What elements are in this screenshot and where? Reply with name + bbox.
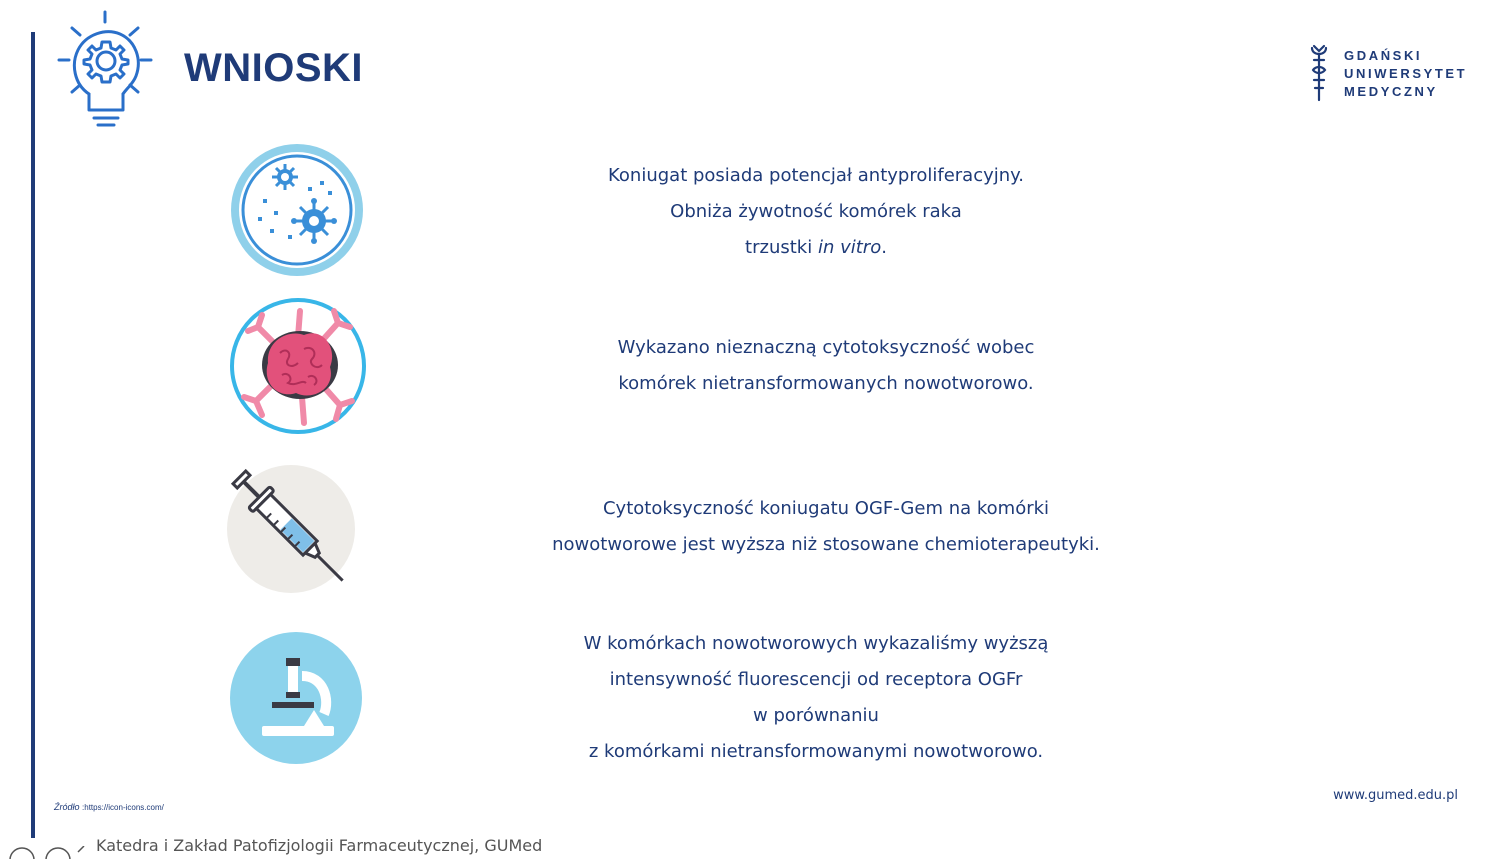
conclusion-4-line-4: z komórkami nietransformowanymi nowotworowo. bbox=[588, 741, 1044, 762]
lightbulb-gear-icon bbox=[56, 8, 160, 130]
microscope-icon bbox=[228, 630, 364, 766]
logo-line-1: GDAŃSKI bbox=[1344, 48, 1423, 63]
logo-line-3: MEDYCZNY bbox=[1344, 84, 1438, 99]
conclusion-1 bbox=[466, 158, 1166, 266]
conclusion-2-line-2: komórek nietransformowanych nowotworowo. bbox=[618, 373, 1034, 394]
conclusion-2-line-1: Wykazano nieznaczną cytotoksyczność wobec bbox=[617, 337, 1035, 358]
cc-license-icon bbox=[0, 846, 90, 859]
conclusion-1-line-3 bbox=[466, 230, 1166, 266]
page-title: WNIOSKI bbox=[184, 46, 364, 90]
cancer-cell-icon bbox=[228, 297, 368, 435]
department-footer: Katedra i Zakład Patofizjologii Farmaceutycznej, GUMed bbox=[96, 836, 543, 855]
source-note bbox=[54, 802, 164, 812]
conclusion-4-line-2: intensywność fluorescencji od receptora OGFr bbox=[609, 669, 1023, 690]
conclusion-1-line-3-prefix: trzustki bbox=[745, 237, 818, 258]
source-label: Źródło bbox=[54, 802, 80, 812]
caduceus-icon bbox=[1308, 44, 1330, 102]
conclusion-4-line-3: w porównaniu bbox=[753, 705, 879, 726]
conclusion-1-line-1: Koniugat posiada potencjał antyproliferacyjny. bbox=[608, 165, 1024, 186]
website-link[interactable]: www.gumed.edu.pl bbox=[1333, 788, 1458, 803]
syringe-icon bbox=[226, 464, 356, 594]
conclusion-3 bbox=[476, 491, 1176, 563]
conclusion-2 bbox=[476, 330, 1176, 402]
left-accent-bar bbox=[31, 32, 35, 838]
conclusion-4 bbox=[466, 626, 1166, 770]
conclusion-1-line-3-italic: in vitro bbox=[817, 237, 882, 258]
logo-line-2: UNIWERSYTET bbox=[1344, 66, 1468, 81]
conclusion-1-line-2: Obniża żywotność komórek raka bbox=[670, 201, 962, 222]
source-link[interactable]: :https://icon-icons.com/ bbox=[82, 803, 164, 812]
conclusion-4-line-1: W komórkach nowotworowych wykazaliśmy wyższą bbox=[583, 633, 1049, 654]
petri-dish-virus-icon bbox=[228, 141, 366, 279]
university-logo bbox=[1308, 44, 1478, 104]
conclusion-3-line-2: nowotworowe jest wyższa niż stosowane chemioterapeutyki. bbox=[552, 534, 1100, 555]
conclusion-3-line-1: Cytotoksyczność koniugatu OGF-Gem na komórki bbox=[602, 498, 1050, 519]
conclusion-1-line-3-suffix: . bbox=[881, 237, 887, 258]
